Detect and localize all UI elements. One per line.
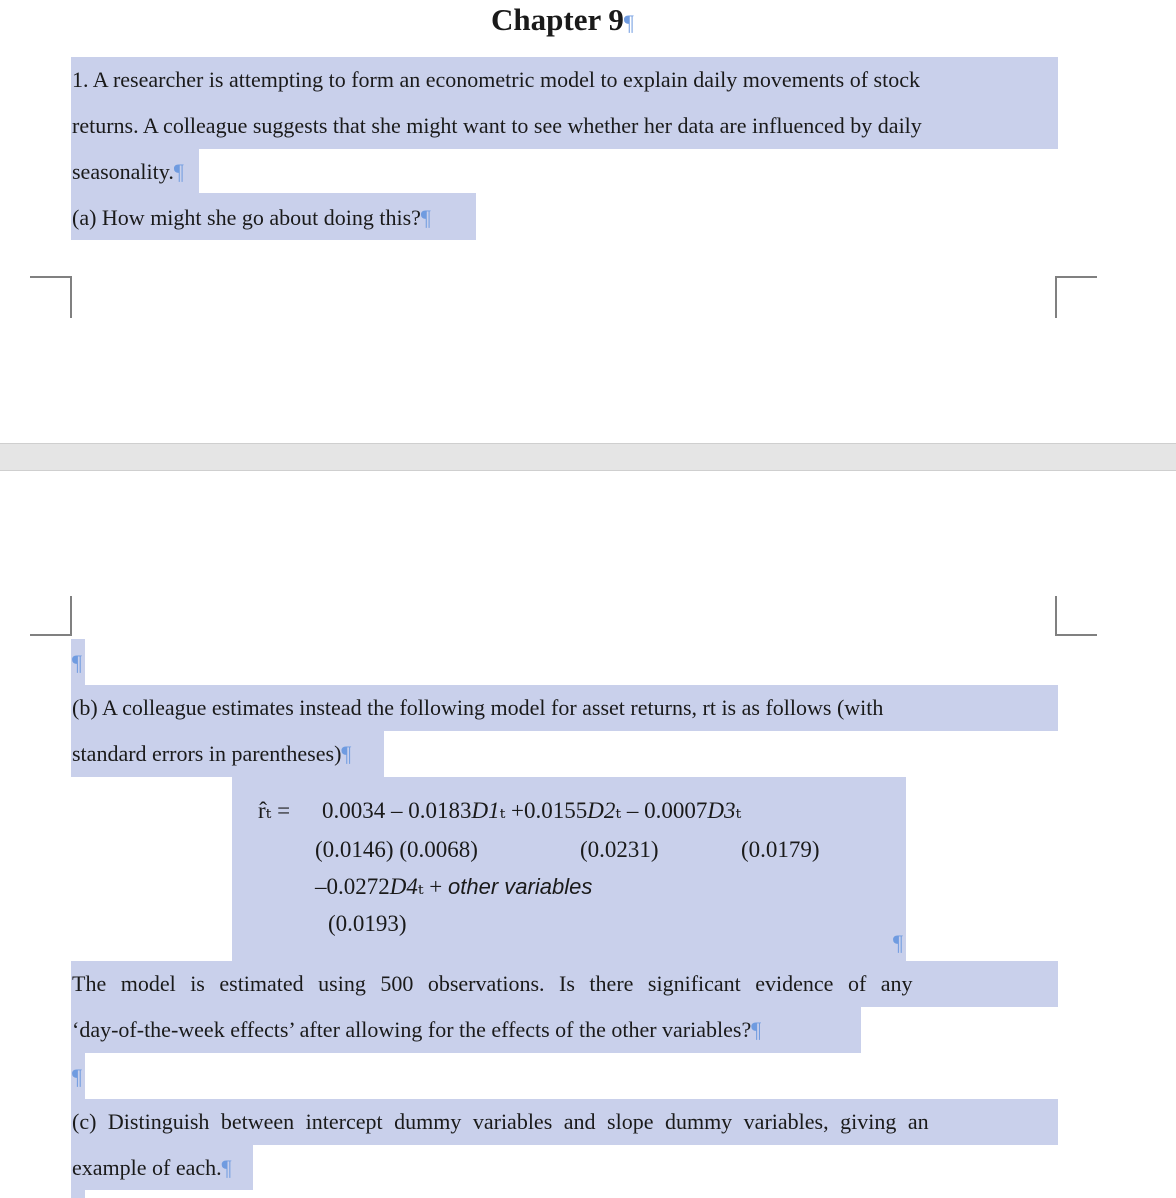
crop-mark	[1055, 596, 1097, 636]
equation-lhs: r̂ₜ =	[258, 798, 291, 823]
crop-mark	[1055, 276, 1097, 318]
eq-term: ₜ	[735, 798, 742, 823]
part-b-line-2-text: standard errors in parentheses)	[72, 741, 342, 766]
eq-var-d4: D4	[389, 874, 418, 899]
eq-var-d1: D1	[471, 798, 500, 823]
pilcrow-mark: ¶	[420, 205, 431, 230]
pilcrow-mark: ¶	[751, 1017, 762, 1042]
equation-row-1	[322, 796, 741, 826]
standard-error-4: (0.0193)	[328, 911, 407, 936]
question-1-part-b-line-2	[72, 739, 351, 769]
part-c-line-2-text: example of each.	[72, 1155, 222, 1180]
empty-paragraph-mark: ¶	[72, 1064, 82, 1089]
eq-term: ₜ +	[417, 874, 443, 899]
selection-highlight	[71, 1190, 85, 1198]
question-1-part-b-line-4	[72, 1015, 761, 1045]
question-1-part-c-line-1: (c) Distinguish between intercept dummy variables and slope dummy variables, giving an	[72, 1109, 929, 1134]
equation-row-2	[315, 872, 592, 902]
eq-term: –0.0272	[315, 874, 390, 899]
part-a-text: (a) How might she go about doing this?	[72, 205, 421, 230]
crop-mark	[30, 276, 72, 318]
eq-var-d3: D3	[707, 798, 736, 823]
question-1-line-2: returns. A colleague suggests that she might want to see whether her data are influenced by daily	[72, 113, 922, 138]
chapter-title	[491, 2, 634, 41]
standard-error-2: (0.0231)	[580, 837, 659, 862]
eq-term: ₜ – 0.0007	[615, 798, 708, 823]
question-1-line-3-text: seasonality.	[72, 159, 174, 184]
chapter-title-text: Chapter 9	[491, 2, 624, 37]
standard-error-3: (0.0179)	[741, 837, 820, 862]
pilcrow-mark: ¶	[221, 1155, 232, 1180]
standard-errors-1: (0.0146) (0.0068)	[315, 837, 478, 862]
empty-paragraph-mark: ¶	[72, 650, 82, 675]
pilcrow-mark: ¶	[893, 930, 903, 955]
page-break-gap	[0, 443, 1176, 471]
question-1-part-a	[72, 203, 431, 233]
part-b-line-4-text: ‘day-of-the-week effects’ after allowing for the effects of the other variables?	[72, 1017, 752, 1042]
question-1-part-c-line-2	[72, 1153, 232, 1183]
pilcrow-mark: ¶	[341, 741, 352, 766]
question-1-part-b-line-3: The model is estimated using 500 observations. Is there significant evidence of any	[72, 971, 913, 996]
eq-term: 0.0034 – 0.0183	[322, 798, 472, 823]
eq-var-d2: D2	[587, 798, 616, 823]
eq-term: ₜ +0.0155	[499, 798, 588, 823]
pilcrow-mark: ¶	[623, 10, 634, 35]
question-1-line-3	[72, 157, 184, 187]
question-1-line-1: 1. A researcher is attempting to form an econometric model to explain daily movements of stock	[72, 67, 920, 92]
eq-other-variables: other variables	[448, 874, 593, 899]
question-1-part-b-line-1: (b) A colleague estimates instead the following model for asset returns, rt is as follows (with	[72, 695, 884, 720]
crop-mark	[30, 596, 72, 636]
pilcrow-mark: ¶	[173, 159, 184, 184]
